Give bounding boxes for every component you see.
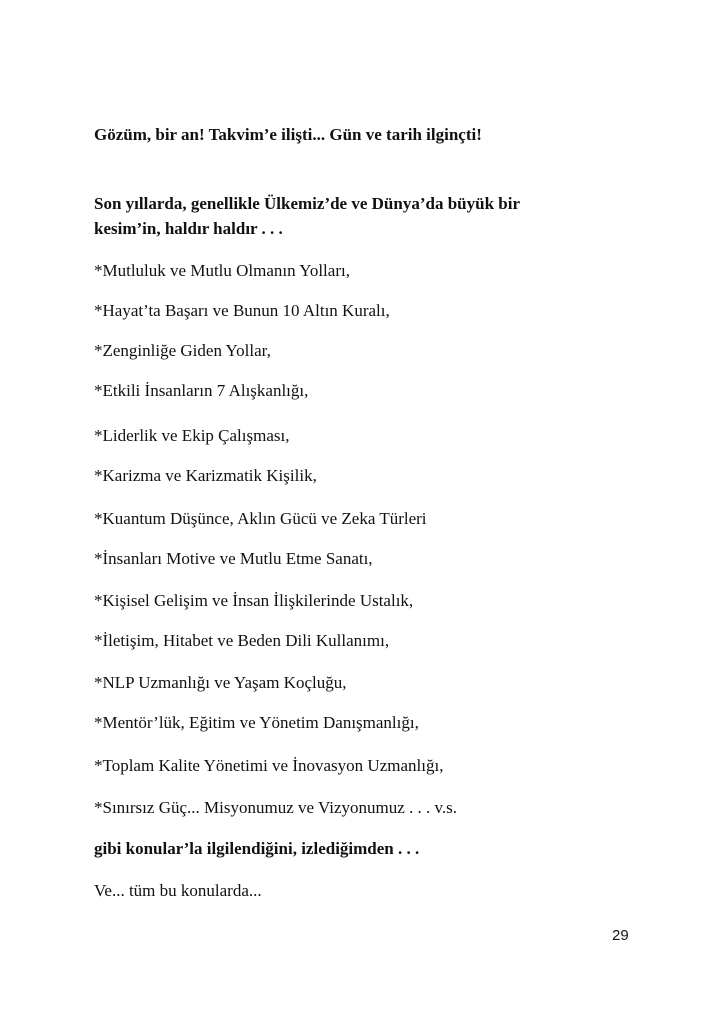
list-item: *Sınırsız Güç... Misyonumuz ve Vizyonumuz . . . v.s. (94, 798, 458, 817)
list-item: *Karizma ve Karizmatik Kişilik, (94, 466, 317, 485)
closing-plain-line: Ve... tüm bu konularda... (94, 881, 262, 900)
intro-line-1: Son yıllarda, genellikle Ülkemiz’de ve Dünya’da büyük bir (94, 194, 520, 213)
list-item: *İletişim, Hitabet ve Beden Dili Kullanımı, (94, 631, 390, 650)
page-number: 29 (612, 927, 629, 944)
list-item: *İnsanları Motive ve Mutlu Etme Sanatı, (94, 549, 373, 568)
intro-line-2: kesim’in, haldır haldır . . . (94, 219, 283, 238)
heading-line: Gözüm, bir an! Takvim’e ilişti... Gün ve tarih ilginçti! (94, 125, 482, 144)
list-item: *Mutluluk ve Mutlu Olmanın Yolları, (94, 261, 350, 280)
list-item: *Zenginliğe Giden Yollar, (94, 341, 271, 360)
list-item: *Hayat’ta Başarı ve Bunun 10 Altın Kuralı, (94, 301, 390, 320)
list-item: *Kişisel Gelişim ve İnsan İlişkilerinde Ustalık, (94, 591, 414, 610)
list-item: *Mentör’lük, Eğitim ve Yönetim Danışmanlığı, (94, 713, 419, 732)
list-item: *Toplam Kalite Yönetimi ve İnovasyon Uzmanlığı, (94, 756, 444, 775)
list-item: *Liderlik ve Ekip Çalışması, (94, 426, 290, 445)
list-item: *Etkili İnsanların 7 Alışkanlığı, (94, 381, 309, 400)
list-item: *Kuantum Düşünce, Aklın Gücü ve Zeka Türleri (94, 509, 427, 528)
closing-bold-line: gibi konular’la ilgilendiğini, izlediğimden . . . (94, 839, 420, 858)
list-item: *NLP Uzmanlığı ve Yaşam Koçluğu, (94, 673, 347, 692)
